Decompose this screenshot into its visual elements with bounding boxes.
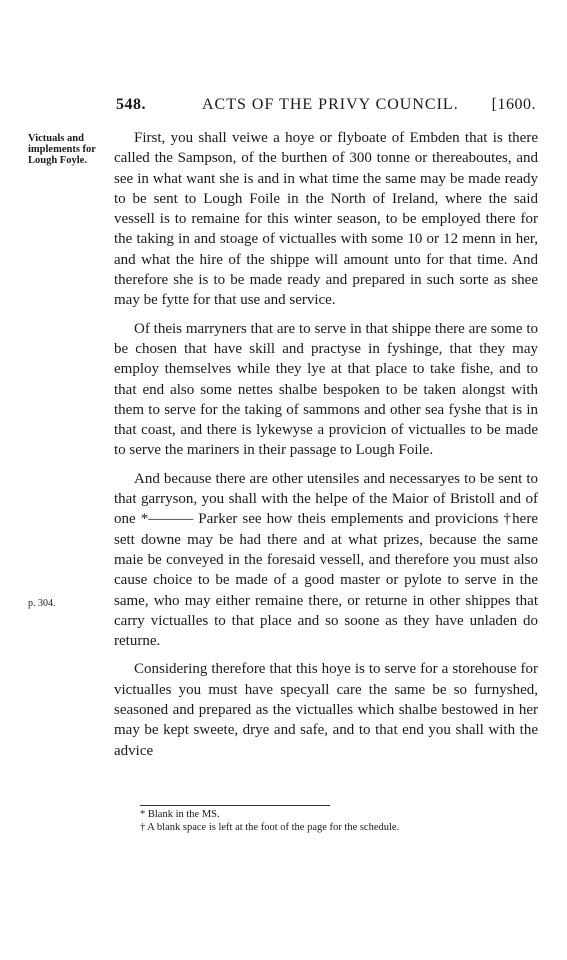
- header-year: [1600.: [491, 96, 536, 113]
- paragraph: And because there are other utensiles and necessaryes to be sent to that garryson, you shall with the helpe of the Maior of Bristoll and of one *——— Parker see how theis emplements and provicions †here sett downe may be had there and at what prizes, because the same maie be conveyed in the foresaid vessell, and therefore you must also cause choice to be made of a good master or pylote to serve in the same, who may either remaine there, or returne in other shippes that carry victualles to that place and so soone as they have unladen do returne.: [114, 470, 538, 650]
- footnote-divider: [140, 805, 330, 806]
- running-title: ACTS OF THE PRIVY COUNCIL.: [202, 96, 459, 113]
- margin-side-title: Victuals and implements for Lough Foyle.: [28, 133, 96, 166]
- margin-page-reference: p. 304.: [28, 598, 56, 609]
- paragraph: First, you shall veiwe a hoye or flyboate of Embden that is there called the Sampson, of the burthen of 300 tonne or thereaboutes, and see in what want she is and in what time the same may be made ready to be sent to Lough Foile in the North of Ireland, where the said vessell is to remaine for this winter season, to be employed there for the taking in and stoage of victualles with some 10 or 12 menn in her, and what the hire of the shippe will amount unto for that time. And therefore she is to be made ready and prepared in such sorte as shee may be fytte for that use and service.: [114, 130, 538, 309]
- footnote: * Blank in the MS.: [140, 809, 220, 820]
- footnotes: [140, 808, 540, 834]
- paragraph: Considering therefore that this hoye is to serve for a storehouse for victualles you must have specyall care the same be so furnyshed, seasoned and prepared as the victualles which shalbe bestowed in her may be kept sweete, drye and safe, and to that end you shall with the advice: [114, 661, 538, 759]
- body-text: [114, 128, 538, 769]
- page-number: 548.: [116, 96, 146, 113]
- footnote: † A blank space is left at the foot of the page for the schedule.: [140, 822, 400, 833]
- running-header: [116, 96, 536, 118]
- paragraph: Of theis marryners that are to serve in that shippe there are some to be chosen that have skill and practyse in fyshinge, that they may employ themselves while they lye at that place to take fishe, and to that end also some nettes shalbe bespoken to be taken alongst with them to serve for the taking of sammons and other sea fyshe that is in that coast, and there is lykewyse a provicion of victualles to be made to serve the mariners in their passage to Lough Foile.: [114, 320, 538, 459]
